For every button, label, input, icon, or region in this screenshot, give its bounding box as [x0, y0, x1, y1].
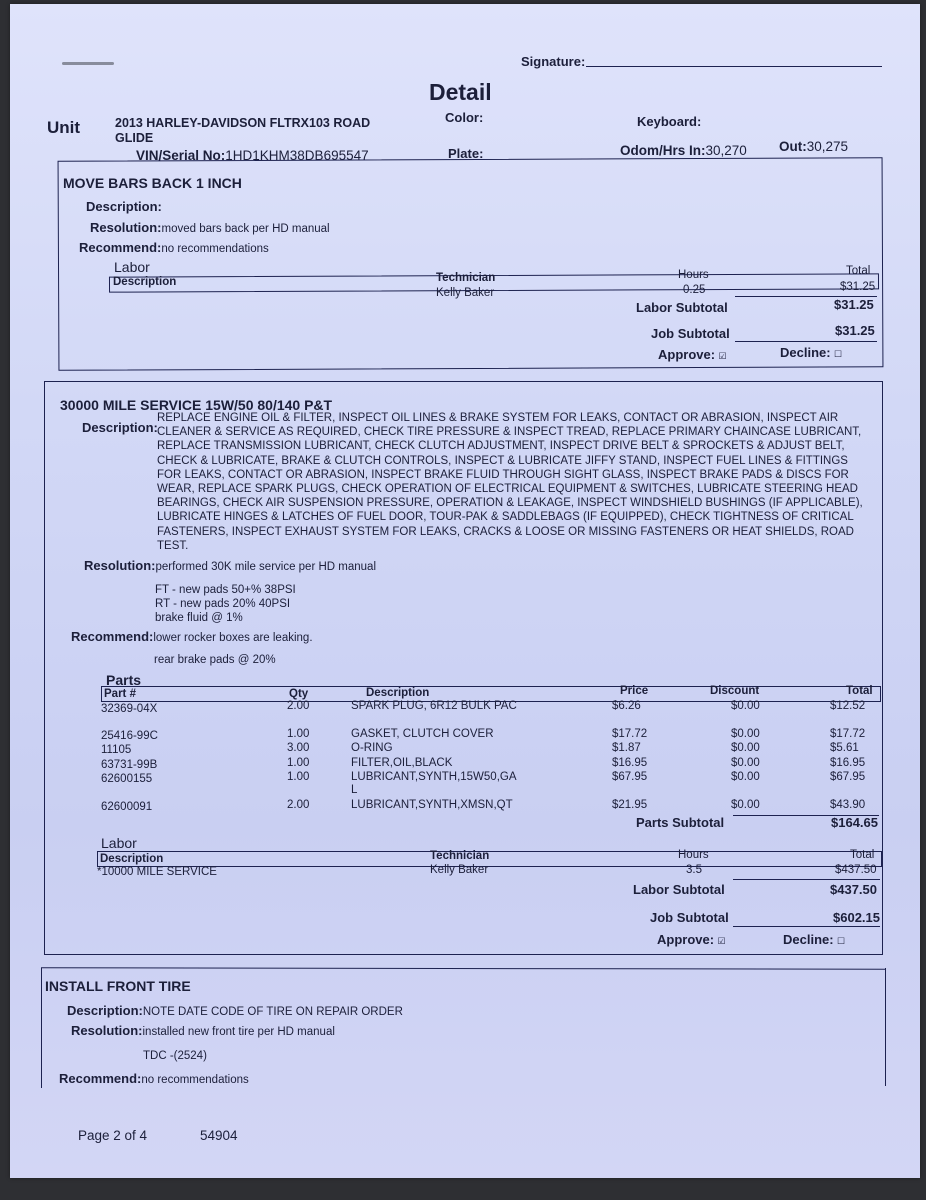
odometer-in — [620, 143, 747, 158]
description-cell: GASKET, CLUTCH COVER — [351, 728, 494, 740]
total-cell: $67.95 — [830, 771, 866, 783]
recommend-note: rear brake pads @ 20% — [154, 654, 276, 666]
vin-label: VIN/Serial No: — [136, 148, 226, 163]
total-cell: $17.72 — [830, 728, 866, 740]
odometer-out-value: 30,275 — [806, 139, 849, 154]
qty-cell: 2.00 — [287, 799, 310, 811]
recommend-text: no recommendations — [141, 1074, 249, 1086]
parts-subtotal-label: Parts Subtotal — [636, 815, 725, 830]
resolution-row — [84, 557, 376, 575]
approve-option[interactable] — [657, 932, 726, 947]
job-subtotal-line — [733, 926, 880, 927]
price-cell: $1.87 — [612, 742, 641, 754]
resolution-text: performed 30K mile service per HD manual — [155, 561, 377, 573]
discount-cell: $0.00 — [731, 742, 760, 754]
description-label: Description: — [67, 1003, 143, 1018]
odometer-in-label: Odom/Hrs In: — [620, 143, 706, 158]
col-technician: Technician — [436, 272, 496, 284]
decline-checkbox-icon[interactable]: ☐ — [837, 936, 846, 946]
recommend-label: Recommend: — [71, 629, 154, 644]
order-number: 54904 — [200, 1128, 238, 1143]
labor-heading: Labor — [114, 259, 150, 275]
description-cell: LUBRICANT,SYNTH,XMSN,QT — [351, 799, 513, 811]
decline-option[interactable] — [783, 932, 846, 947]
discount-cell: $0.00 — [731, 799, 760, 811]
qty-cell: 3.00 — [287, 742, 310, 754]
part-number-cell: 11105 — [101, 744, 132, 756]
col-technician: Technician — [430, 850, 490, 862]
signature-label: Signature: — [521, 54, 586, 69]
description-cell-wrap: L — [351, 784, 358, 796]
description-text: REPLACE ENGINE OIL & FILTER, INSPECT OIL LINES & BRAKE SYSTEM FOR LEAKS, CONTACT OR ABRASION, INSPECT AIR CLEANER & SERVICE AS REQUIRED, CHECK TIRE PRESSURE & INSPECT TREAD, REPLACE PRIMARY CHAINCASE LUBRICANT, REPLACE TRANSMISSION LUBRICANT, CHECK CLUTCH ADJUSTMENT, INSPECT DRIVE BELT & SPROCKETS & ADJUST BELT, CHECK & LUBRICATE, BRAKE & CLUTCH CONTROLS, INSPECT & LUBRICATE JIFFY STAND, INSPECT FUEL LINES & FITTINGS FOR LEAKS, CONTACT OR ABRASION, INSPECT BRAKE FLUID THROUGH SIGHT GLASS, INSPECT BRAKE PADS & DISCS FOR WEAR, REPLACE SPARK PLUGS, CHECK OPERATION OF ELECTRICAL EQUIPMENT & SWITCHES, LUBRICATE STEERING HEAD BEARINGS, CHECK AIR SUSPENSION PRESSURE, OPERATION & LEAKAGE, INSPECT WINDSHIELD BUSHINGS (IF APPLICABLE), LUBRICATE HINGES & LATCHES OF FUEL DOOR, TOUR-PAK & SADDLEBAGS (IF EQUIPPED), CHECK TIGHTNESS OF CRITICAL FASTENERS, INSPECT EXHAUST SYSTEM FOR LEAKS, CRACKS & LOOSE OR MISSING FASTENERS OR HEAT SHIELDS, ROAD TEST. — [157, 412, 863, 552]
col-total: Total — [850, 849, 875, 861]
staple-mark — [62, 62, 114, 65]
approve-label: Approve: — [657, 932, 715, 947]
labor-hours: 0.25 — [683, 284, 706, 296]
description-row — [67, 1002, 403, 1020]
col-discount: Discount — [710, 685, 760, 697]
total-cell: $43.90 — [830, 799, 866, 811]
recommend-text: no recommendations — [161, 243, 269, 255]
col-total: Total — [846, 265, 871, 277]
decline-checkbox-icon[interactable]: ☐ — [834, 349, 843, 359]
discount-cell: $0.00 — [731, 700, 760, 712]
qty-cell: 1.00 — [287, 728, 310, 740]
resolution-text: installed new front tire per HD manual — [142, 1026, 335, 1038]
part-number-cell: 62600091 — [101, 801, 153, 813]
labor-total: $437.50 — [835, 864, 877, 876]
resolution-note: brake fluid @ 1% — [155, 612, 243, 624]
color-label: Color: — [445, 110, 484, 125]
price-cell: $16.95 — [612, 757, 648, 769]
description-label: Description: — [82, 420, 158, 435]
description-cell: LUBRICANT,SYNTH,15W50,GA — [351, 771, 517, 783]
col-total: Total — [846, 685, 873, 697]
keyboard-label: Keyboard: — [637, 114, 702, 129]
price-cell: $17.72 — [612, 728, 648, 740]
job-subtotal-value: $602.15 — [833, 910, 880, 925]
qty-cell: 1.00 — [287, 757, 310, 769]
decline-label: Decline: — [780, 345, 831, 360]
labor-subtotal-label: Labor Subtotal — [636, 300, 728, 315]
job-subtotal-value: $31.25 — [835, 323, 875, 338]
discount-cell: $0.00 — [731, 771, 760, 783]
labor-description: *10000 MILE SERVICE — [97, 866, 217, 878]
total-cell: $16.95 — [830, 757, 866, 769]
discount-cell: $0.00 — [731, 728, 760, 740]
col-description: Description — [113, 276, 177, 288]
labor-subtotal-line — [733, 879, 880, 880]
part-number-cell: 62600155 — [101, 773, 153, 785]
labor-subtotal-label: Labor Subtotal — [633, 882, 725, 897]
page-number: Page 2 of 4 — [78, 1128, 148, 1143]
vin-value: 1HD1KHM38DB695547 — [225, 148, 369, 163]
col-hours: Hours — [678, 269, 709, 281]
labor-subtotal-value: $31.25 — [834, 297, 874, 312]
resolution-text: moved bars back per HD manual — [161, 223, 330, 235]
labor-header-row — [97, 851, 882, 867]
job-box-3-left — [41, 968, 42, 1088]
odometer-out-label: Out: — [779, 139, 807, 154]
price-cell: $67.95 — [612, 771, 648, 783]
part-number-cell: 25416-99C — [101, 730, 158, 742]
plate-label: Plate: — [448, 146, 484, 161]
col-description: Description — [100, 853, 164, 865]
resolution-row — [90, 219, 330, 237]
job-subtotal-line — [735, 341, 877, 342]
col-qty: Qty — [289, 688, 309, 700]
col-part-number: Part # — [104, 688, 136, 700]
col-description: Description — [366, 687, 430, 699]
price-cell: $21.95 — [612, 799, 648, 811]
description-label: Description: — [86, 199, 162, 214]
parts-subtotal-value: $164.65 — [831, 815, 878, 830]
labor-total: $31.25 — [840, 281, 876, 293]
resolution-row — [71, 1022, 335, 1040]
odometer-in-value: 30,270 — [705, 143, 747, 158]
labor-subtotal-value: $437.50 — [830, 882, 877, 897]
labor-technician: Kelly Baker — [436, 287, 495, 299]
total-cell: $12.52 — [830, 700, 866, 712]
labor-heading: Labor — [101, 835, 137, 851]
part-number-cell: 63731-99B — [101, 759, 158, 771]
approve-option[interactable] — [658, 347, 727, 362]
parts-heading: Parts — [106, 672, 142, 688]
discount-cell: $0.00 — [731, 757, 760, 769]
resolution-label: Resolution: — [84, 558, 156, 573]
recommend-label: Recommend: — [79, 240, 162, 255]
approve-checkbox-checked-icon[interactable]: ☑ — [717, 936, 726, 946]
labor-hours: 3.5 — [686, 864, 702, 876]
unit-label: Unit — [47, 118, 81, 137]
decline-label: Decline: — [783, 932, 834, 947]
job-box-3-right — [885, 968, 886, 1086]
resolution-note: FT - new pads 50+% 38PSI — [155, 584, 296, 596]
page-title: Detail — [429, 79, 492, 105]
recommend-text: lower rocker boxes are leaking. — [153, 632, 313, 644]
resolution-note: TDC -(2524) — [143, 1050, 207, 1062]
recommend-row — [79, 239, 269, 257]
job-subtotal-label: Job Subtotal — [650, 910, 729, 925]
job-title: MOVE BARS BACK 1 INCH — [63, 175, 242, 191]
recommend-row — [71, 628, 313, 646]
recommend-row — [59, 1070, 249, 1088]
decline-option[interactable] — [780, 345, 843, 360]
col-hours: Hours — [678, 849, 709, 861]
description-cell: SPARK PLUG, 6R12 BULK PAC — [351, 700, 517, 712]
qty-cell: 2.00 — [287, 700, 310, 712]
qty-cell: 1.00 — [287, 771, 310, 783]
description-cell: O-RING — [351, 742, 393, 754]
signature-line — [586, 66, 882, 67]
description-cell: FILTER,OIL,BLACK — [351, 757, 453, 769]
approve-label: Approve: — [658, 347, 716, 362]
recommend-label: Recommend: — [59, 1071, 142, 1086]
price-cell: $6.26 — [612, 700, 641, 712]
approve-checkbox-checked-icon[interactable]: ☑ — [718, 351, 727, 361]
job-title: INSTALL FRONT TIRE — [45, 978, 191, 994]
resolution-label: Resolution: — [90, 220, 162, 235]
resolution-note: RT - new pads 20% 40PSI — [155, 598, 291, 610]
col-price: Price — [620, 685, 649, 697]
odometer-out — [779, 139, 848, 154]
part-number-cell: 32369-04X — [101, 703, 158, 715]
labor-technician: Kelly Baker — [430, 864, 489, 876]
description-text: NOTE DATE CODE OF TIRE ON REPAIR ORDER — [142, 1006, 403, 1018]
total-cell: $5.61 — [830, 742, 859, 754]
job-title: 30000 MILE SERVICE 15W/50 80/140 P&T — [60, 397, 333, 413]
unit-name: 2013 HARLEY-DAVIDSON FLTRX103 ROAD GLIDE — [115, 116, 371, 145]
resolution-label: Resolution: — [71, 1023, 143, 1038]
job-subtotal-label: Job Subtotal — [651, 326, 730, 341]
